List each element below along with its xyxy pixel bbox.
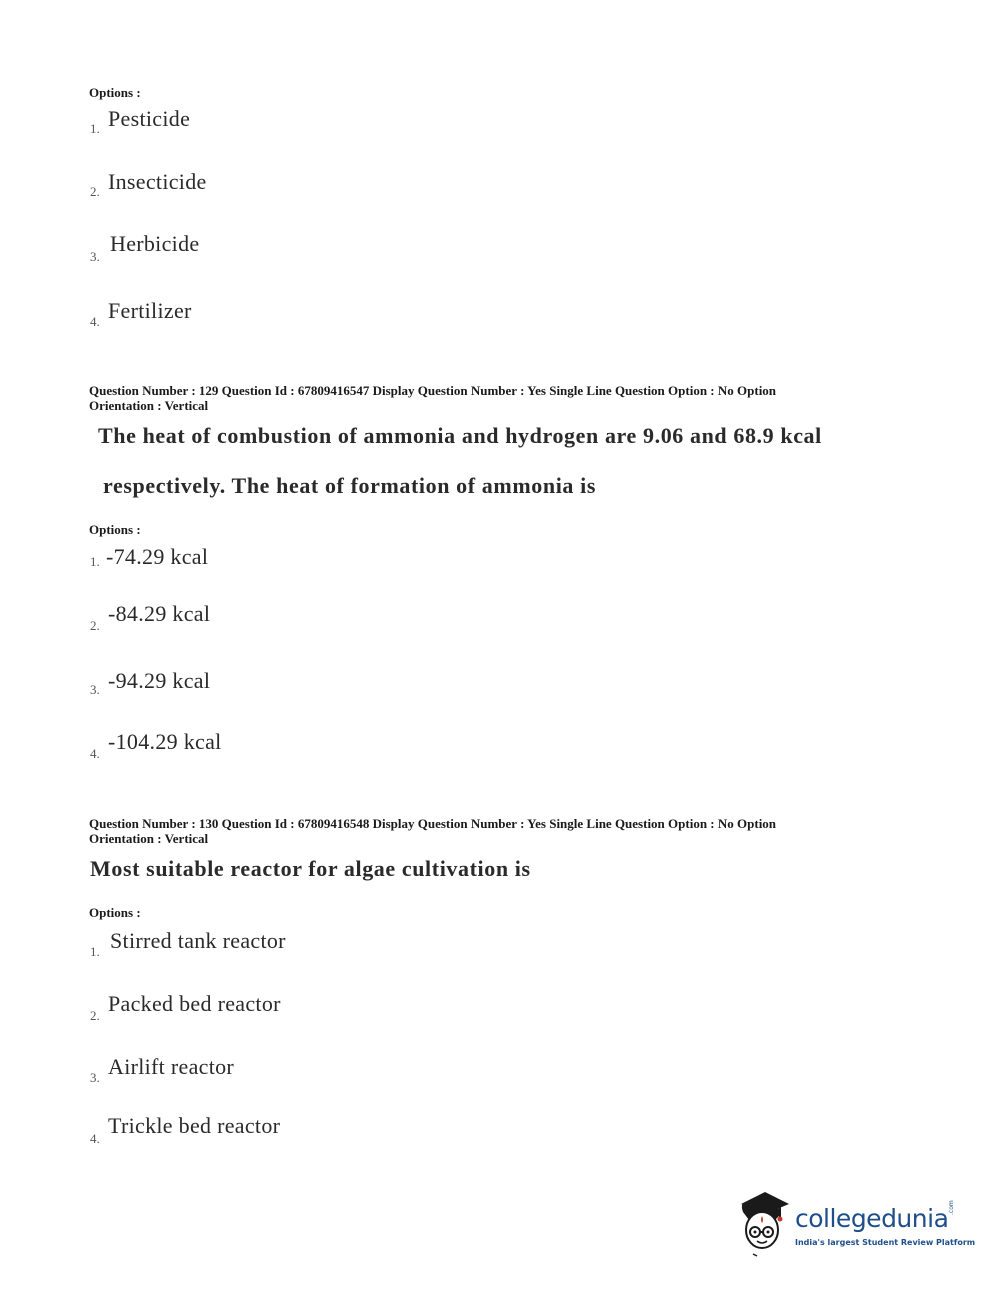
option-text[interactable]: Airlift reactor bbox=[108, 1054, 235, 1079]
option-number: 1. bbox=[90, 944, 100, 959]
option-text[interactable]: Packed bed reactor bbox=[108, 991, 281, 1016]
option-number: 4. bbox=[90, 1131, 100, 1146]
logo-mascot-icon bbox=[735, 1190, 795, 1258]
option-text[interactable]: Trickle bed reactor bbox=[108, 1113, 281, 1138]
option-text[interactable]: -104.29 kcal bbox=[108, 729, 222, 754]
question-text-line: respectively. The heat of formation of ammonia is bbox=[103, 473, 596, 498]
question-meta-line: Question Number : 130 Question Id : 67809416548 Display Question Number : Yes Single Line Question Option : No Option bbox=[89, 816, 777, 831]
option-text[interactable]: -94.29 kcal bbox=[108, 668, 211, 693]
option-number: 1. bbox=[90, 121, 100, 136]
question-text-line: The heat of combustion of ammonia and hydrogen are 9.06 and 68.9 kcal bbox=[98, 423, 822, 448]
option-number: 3. bbox=[90, 682, 100, 697]
option-text[interactable]: Herbicide bbox=[110, 231, 200, 256]
option-number: 2. bbox=[90, 184, 100, 199]
option-text[interactable]: Insecticide bbox=[108, 169, 207, 194]
logo-wordmark: collegedunia bbox=[795, 1204, 949, 1233]
logo-suffix: .com bbox=[948, 1200, 955, 1215]
option-number: 3. bbox=[90, 249, 100, 264]
question-meta-line: Question Number : 129 Question Id : 67809416547 Display Question Number : Yes Single Line Question Option : No Option bbox=[89, 383, 777, 398]
option-text[interactable]: Pesticide bbox=[108, 106, 191, 131]
question-meta bbox=[89, 816, 889, 846]
option-text[interactable]: -84.29 kcal bbox=[108, 601, 211, 626]
question-meta bbox=[89, 383, 889, 413]
option-text[interactable]: -74.29 kcal bbox=[106, 544, 209, 569]
option-text[interactable]: Fertilizer bbox=[108, 298, 192, 323]
options-label: Options : bbox=[89, 85, 141, 100]
question-meta-line: Orientation : Vertical bbox=[89, 398, 209, 413]
options-label: Options : bbox=[89, 905, 141, 920]
option-number: 4. bbox=[90, 746, 100, 761]
option-text[interactable]: Stirred tank reactor bbox=[110, 928, 286, 953]
option-number: 3. bbox=[90, 1070, 100, 1085]
option-number: 1. bbox=[90, 554, 100, 569]
question-meta-line: Orientation : Vertical bbox=[89, 831, 209, 846]
options-label: Options : bbox=[89, 522, 141, 537]
option-number: 2. bbox=[90, 618, 100, 633]
option-number: 4. bbox=[90, 314, 100, 329]
option-number: 2. bbox=[90, 1008, 100, 1023]
question-text: Most suitable reactor for algae cultivation is bbox=[90, 856, 531, 881]
logo-tagline: India's largest Student Review Platform bbox=[795, 1238, 976, 1247]
